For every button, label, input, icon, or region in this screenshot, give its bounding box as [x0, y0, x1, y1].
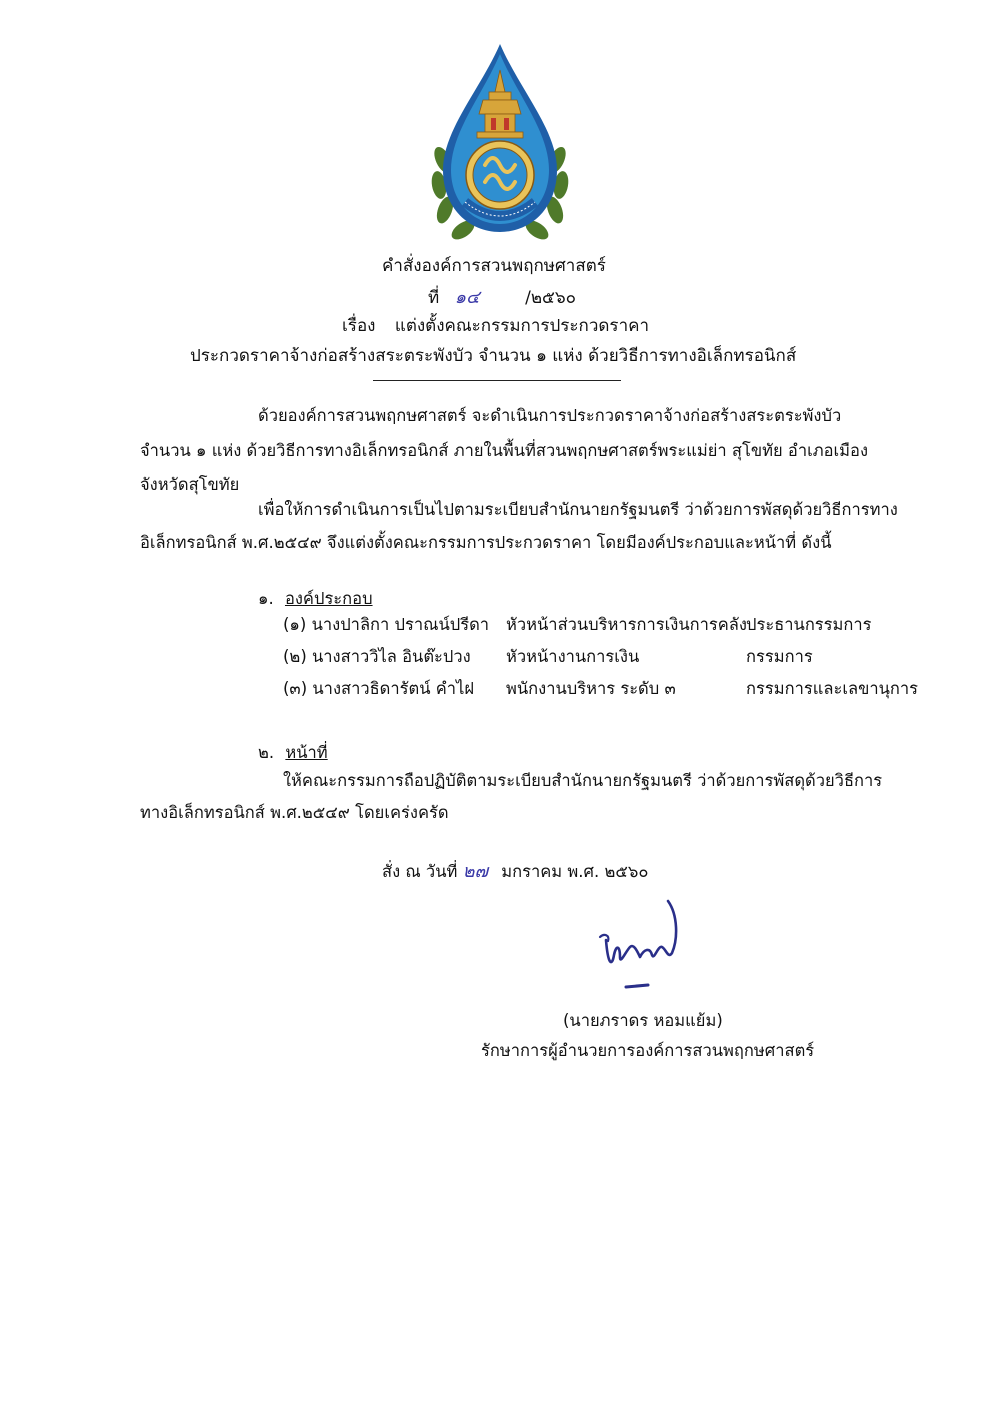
paragraph-2-line-2: อิเล็กทรอนิกส์ พ.ศ.๒๕๔๙ จึงแต่งตั้งคณะกรรมการประกวดราคา โดยมีองค์ประกอบและหน้าที่ ดังนี้ — [140, 533, 832, 552]
member-1-position: หัวหน้าส่วนบริหารการเงินการคลัง — [506, 615, 747, 634]
member-index: (๑) — [283, 615, 307, 634]
order-number-prefix: ที่ — [428, 288, 440, 308]
order-date-prefix: สั่ง ณ วันที่ — [382, 862, 458, 881]
member-1-role: ประธานกรรมการ — [746, 615, 872, 634]
order-date-day: ๒๗ — [462, 861, 489, 882]
subject-line — [342, 312, 649, 339]
section-1-title: องค์ประกอบ — [284, 589, 373, 608]
section-2-number: ๒. — [258, 743, 275, 762]
subject-label: เรื่อง — [342, 316, 376, 336]
paragraph-1-line-3: จังหวัดสุโขทัย — [140, 475, 240, 494]
order-number-suffix: /๒๕๖๐ — [525, 288, 577, 308]
paragraph-1-line-2: จำนวน ๑ แห่ง ด้วยวิธีการทางอิเล็กทรอนิกส์ ภายในพื้นที่สวนพฤกษศาสตร์พระแม่ย่า สุโขทัย อำเภอเมือง — [140, 441, 869, 460]
member-3-index-name — [283, 676, 474, 702]
paragraph-1-line-1: ด้วยองค์การสวนพฤกษศาสตร์ จะดำเนินการประกวดราคาจ้างก่อสร้างสระตระพังบัว — [258, 406, 842, 425]
order-number-handwritten: ๑๔ — [454, 287, 480, 308]
member-name: นางสาววิไล อินต๊ะปวง — [312, 647, 471, 666]
section-1-heading — [258, 586, 373, 612]
order-number-line — [428, 282, 576, 311]
section-2-title: หน้าที่ — [285, 743, 328, 762]
member-1-index-name — [283, 612, 489, 638]
member-2-position: หัวหน้างานการเงิน — [506, 647, 640, 666]
section-2-line-1: ให้คณะกรรมการถือปฏิบัติตามระเบียบสำนักนายกรัฐมนตรี ว่าด้วยการพัสดุด้วยวิธีการ — [283, 771, 883, 790]
member-2-index-name — [283, 644, 471, 670]
member-name: นางปาลิกา ปราณน์ปรีดา — [311, 615, 490, 634]
subject-text: แต่งตั้งคณะกรรมการประกวดราคา — [394, 316, 650, 336]
signatory-title: รักษาการผู้อำนวยการองค์การสวนพฤกษศาสตร์ — [481, 1041, 815, 1060]
member-2-role: กรรมการ — [746, 647, 813, 666]
org-emblem-icon — [425, 40, 575, 245]
section-2-heading — [258, 740, 328, 766]
section-1-number: ๑. — [258, 589, 274, 608]
member-3-position: พนักงานบริหาร ระดับ ๓ — [506, 679, 676, 698]
header-divider — [373, 380, 621, 381]
order-date — [382, 856, 648, 885]
member-3-role: กรรมการและเลขานุการ — [746, 679, 919, 698]
subject-detail: ประกวดราคาจ้างก่อสร้างสระตระพังบัว จำนวน ๑ แห่ง ด้วยวิธีการทางอิเล็กทรอนิกส์ — [190, 346, 797, 366]
member-name: นางสาวธิดารัตน์ คำไฝ — [312, 679, 475, 698]
signature-icon — [598, 895, 690, 995]
paragraph-2-line-1: เพื่อให้การดำเนินการเป็นไปตามระเบียบสำนักนายกรัฐมนตรี ว่าด้วยการพัสดุด้วยวิธีการทาง — [258, 500, 898, 519]
member-index: (๓) — [283, 679, 308, 698]
member-index: (๒) — [283, 647, 307, 666]
section-2-line-2: ทางอิเล็กทรอนิกส์ พ.ศ.๒๕๔๙ โดยเคร่งครัด — [140, 803, 449, 822]
signatory-name: (นายภราดร หอมแย้ม) — [563, 1011, 723, 1030]
order-date-month-year: มกราคม พ.ศ. ๒๕๖๐ — [501, 862, 649, 881]
org-order-title: คำสั่งองค์การสวนพฤกษศาสตร์ — [382, 256, 606, 276]
